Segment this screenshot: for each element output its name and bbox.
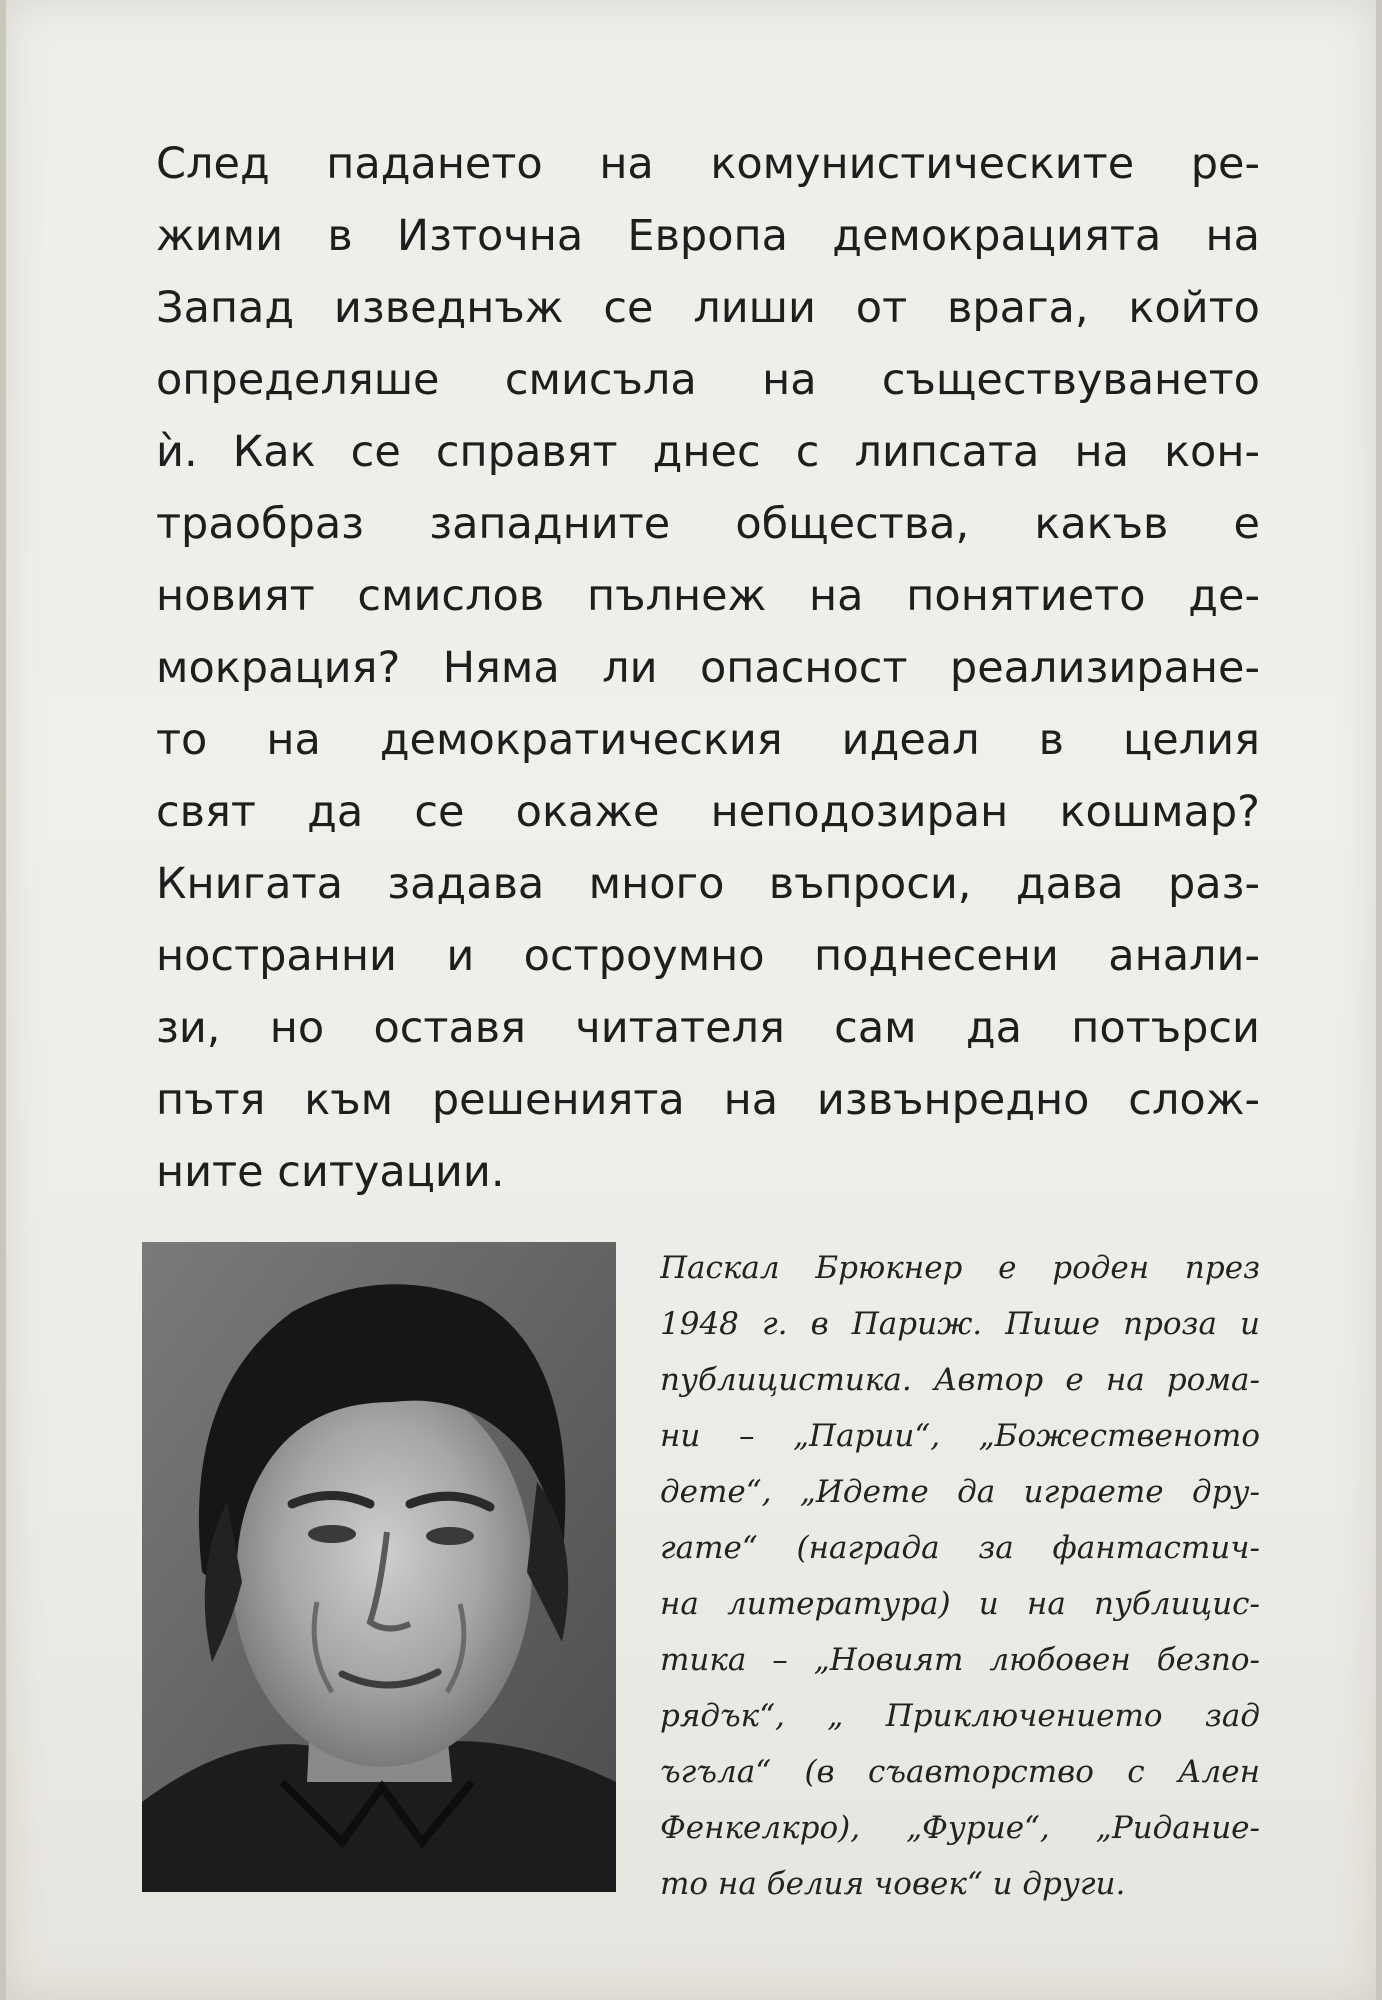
blurb-line: зи, но оставя читателя сам да потърси [156,1003,1260,1053]
author-portrait-illustration [142,1242,616,1892]
author-bio [660,1240,1260,1912]
blurb-line: определяше смисъла на съществуването [156,355,1260,405]
author-photo [142,1242,616,1892]
blurb-line: пътя към решенията на извънредно слож- [156,1075,1260,1125]
blurb-line: то на демократическия идеал в целия [156,715,1260,765]
bio-line: то на белия човек“ и други. [660,1866,1126,1902]
blurb-line: ностранни и остроумно поднесени анали- [156,931,1260,981]
bio-line: 1948 г. в Париж. Пише проза и [660,1306,1260,1342]
blurb-line: мокрация? Няма ли опасност реализиране- [156,643,1260,693]
blurb-line: новият смислов пълнеж на понятието де- [156,571,1260,621]
blurb-line: ните ситуации. [156,1147,505,1197]
back-cover [6,0,1376,2000]
bio-line: гате“ (награда за фантастич- [660,1530,1260,1566]
bio-line: на литература) и на публицис- [660,1586,1260,1622]
blurb-line: ѝ. Как се справят днес с липсата на кон- [156,427,1260,477]
blurb-line: траобраз западните общества, какъв е [156,499,1260,549]
blurb-line: жими в Източна Европа демокрацията на [156,211,1260,261]
bio-line: рядък“, „ Приключението зад [660,1698,1260,1734]
blurb-line: свят да се окаже неподозиран кошмар? [156,787,1260,837]
bio-line: публицистика. Автор е на рома- [660,1362,1260,1398]
blurb-line: Книгата задава много въпроси, дава раз- [156,859,1260,909]
blurb-line: Запад изведнъж се лиши от врага, който [156,283,1260,333]
bio-line: тика – „Новият любовен безпо- [660,1642,1260,1678]
bio-line: ни – „Парии“, „Божественото [660,1418,1260,1454]
blurb-line: След падането на комунистическите ре- [156,139,1260,189]
bio-line: дете“, „Идете да играете дру- [660,1474,1260,1510]
bio-line: Фенкелкро), „Фурие“, „Ридание- [660,1810,1260,1846]
bio-line: ъгъла“ (в съавторство с Ален [660,1754,1260,1790]
book-blurb [156,128,1260,1208]
bio-line: Паскал Брюкнер е роден през [660,1250,1260,1286]
